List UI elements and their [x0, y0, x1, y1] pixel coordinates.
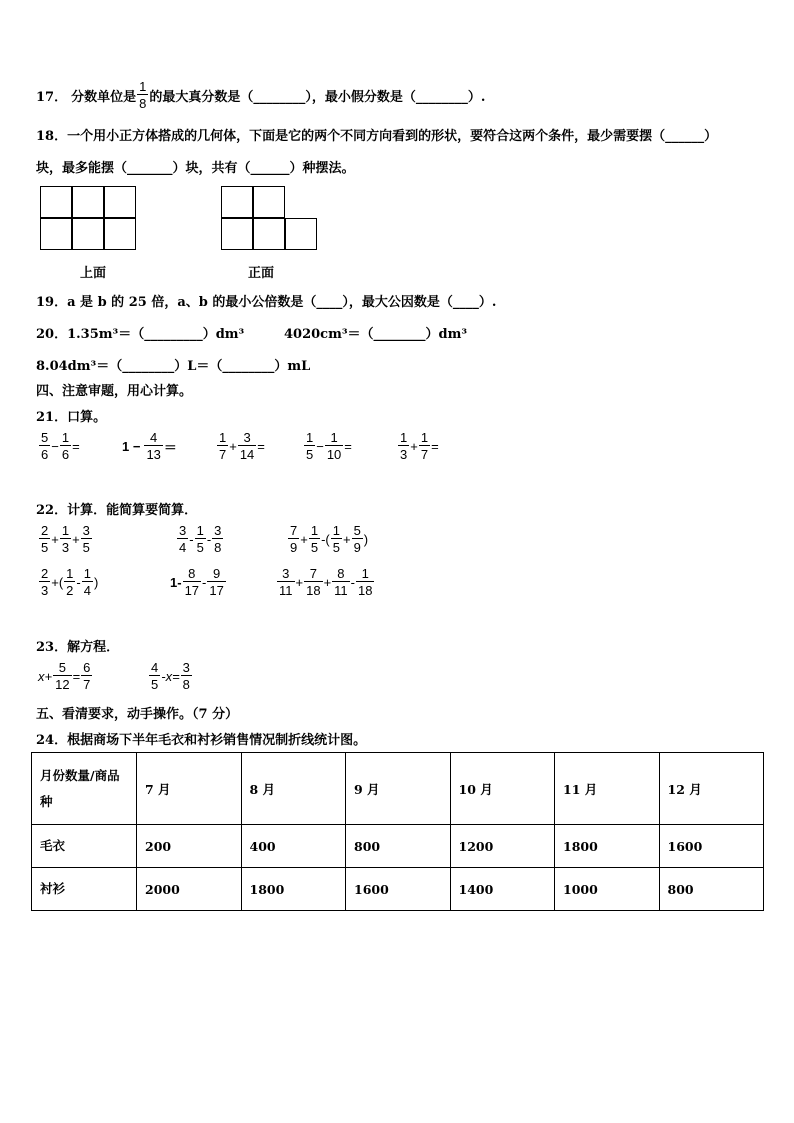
fraction: $\frac{2}{3}$: [41, 566, 49, 598]
label-top-view: 上面: [80, 266, 107, 281]
fraction: $\frac{7}{18}$: [306, 566, 321, 598]
table-cell: 1600: [346, 868, 451, 911]
fraction: $\frac{6}{7}$: [83, 660, 91, 692]
fraction: $\frac{1}{18}$: [358, 566, 373, 598]
grid-cell: [221, 218, 253, 250]
q22-expr-1: $\frac{2}{5}$ + $\frac{1}{3}$ + $\frac{3}{5}$: [41, 523, 90, 555]
q22-expr-2: $\frac{3}{4}$ - $\frac{1}{5}$ - $\frac{3}{8}$: [179, 523, 222, 555]
q21-title: 21．口算。: [36, 410, 107, 425]
fraction: $\frac{5}{6}$: [41, 430, 49, 462]
section-5-heading: 五、看清要求，动手操作。（7 分）: [36, 707, 239, 722]
table-cell: 1800: [555, 825, 660, 868]
q17-prefix: 分数单位是: [71, 89, 137, 105]
question-20a: 20．1.35m³＝（_________）dm³: [36, 327, 245, 342]
grid-cell: [285, 218, 317, 250]
grid-cell: [40, 218, 72, 250]
question-17: [36, 80, 485, 110]
grid-cell: [253, 218, 285, 250]
q21-expr-5: $\frac{1}{3}$ + $\frac{1}{7}$ =: [400, 430, 439, 462]
table-header-cell: 10 月: [450, 753, 555, 825]
question-19: 19．a 是 b 的 25 倍，a、b 的最小公倍数是（____），最大公因数是（____）.: [36, 295, 497, 310]
q21-expr-2: 1 − $\frac{4}{13}$ ＝: [122, 430, 177, 462]
sales-table: [31, 752, 764, 911]
fraction: $\frac{3}{4}$: [179, 523, 187, 555]
label-front-view: 正面: [248, 266, 275, 281]
question-20c: 8.04dm³＝（________）L＝（________）mL: [36, 359, 311, 374]
table-row: [32, 868, 764, 911]
table-header-cell: 8 月: [241, 753, 346, 825]
fraction: $\frac{3}{8}$: [214, 523, 222, 555]
fraction: $\frac{5}{9}$: [353, 523, 361, 555]
q17-rest: 的最大真分数是（________），最小假分数是（________）.: [149, 89, 486, 105]
fraction: $\frac{1}{7}$: [219, 430, 227, 462]
grid-cell: [104, 186, 136, 218]
fraction: $\frac{1}{5}$: [310, 523, 319, 555]
q22-expr-5: 1- $\frac{8}{17}$ - $\frac{9}{17}$: [170, 566, 224, 598]
table-cell: 200: [137, 825, 242, 868]
fraction: $\frac{4}{5}$: [151, 660, 159, 692]
table-header-cell: 9 月: [346, 753, 451, 825]
table-cell: 2000: [137, 868, 242, 911]
fraction: $\frac{3}{14}$: [239, 430, 255, 462]
table-header-cell: 7 月: [137, 753, 242, 825]
q23-equation-2: $\frac{4}{5}$ -x= $\frac{3}{8}$: [151, 660, 190, 692]
q22-expr-4: $\frac{2}{3}$ +( $\frac{1}{2}$ - $\frac{1}{4}$ ): [41, 566, 99, 598]
table-header-cell: 月份数量/商品种: [32, 753, 137, 825]
grid-cell: [104, 218, 136, 250]
fraction: $\frac{1}{5}$: [306, 430, 314, 462]
section-4-heading: 四、注意审题，用心计算。: [36, 384, 193, 399]
fraction: $\frac{1}{6}$: [61, 430, 70, 462]
table-cell: 1600: [659, 825, 764, 868]
table-cell: 800: [659, 868, 764, 911]
q23-title: 23．解方程．: [36, 640, 120, 655]
table-cell: 毛衣: [32, 825, 137, 868]
q23-equation-1: x+ $\frac{5}{12}$ = $\frac{6}{7}$: [38, 660, 91, 692]
q24-title: 24．根据商场下半年毛衣和衬衫销售情况制折线统计图。: [36, 733, 367, 748]
fraction: $\frac{3}{11}$: [279, 566, 293, 598]
fraction: $\frac{8}{17}$: [184, 566, 200, 598]
table-cell: 1200: [450, 825, 555, 868]
q18-line2: 块，最多能摆（_______）块，共有（______）种摆法。: [36, 161, 355, 176]
fraction: $\frac{1}{10}$: [326, 430, 342, 462]
fraction: $\frac{1}{8}$: [139, 79, 147, 111]
q17-number: 17．: [36, 89, 68, 105]
q22-expr-6: $\frac{3}{11}$ + $\frac{7}{18}$ + $\frac{8}{11}$ - $\frac{1}{18}$: [279, 566, 373, 598]
fraction: $\frac{3}{8}$: [182, 660, 190, 692]
table-cell: 400: [241, 825, 346, 868]
fraction: $\frac{2}{5}$: [41, 523, 49, 555]
fraction: $\frac{4}{13}$: [146, 430, 161, 462]
grid-cell: [253, 186, 285, 218]
question-20b: 4020cm³＝（________）dm³: [284, 327, 468, 342]
table-row: [32, 825, 764, 868]
table-cell: 衬衫: [32, 868, 137, 911]
q18-line1: 18．一个用小正方体搭成的几何体，下面是它的两个不同方向看到的形状，要符合这两个条件，最少需要摆（______）: [36, 129, 718, 144]
table-header-cell: 12 月: [659, 753, 764, 825]
grid-cell: [72, 218, 104, 250]
fraction: $\frac{5}{12}$: [55, 660, 70, 692]
fraction: $\frac{1}{5}$: [196, 523, 204, 555]
table-cell: 1000: [555, 868, 660, 911]
table-header-row: [32, 753, 764, 825]
fraction: $\frac{7}{9}$: [290, 523, 298, 555]
fraction: $\frac{3}{5}$: [82, 523, 90, 555]
q22-expr-3: $\frac{7}{9}$ + $\frac{1}{5}$ -( $\frac{1}{5}$ + $\frac{5}{9}$ ): [290, 523, 369, 555]
fraction: $\frac{1}{4}$: [83, 566, 91, 598]
fraction: $\frac{1}{2}$: [66, 566, 74, 598]
grid-cell: [221, 186, 253, 218]
fraction: $\frac{1}{3}$: [400, 430, 408, 462]
fraction: $\frac{1}{5}$: [332, 523, 340, 555]
fraction: $\frac{1}{3}$: [61, 523, 70, 555]
table-cell: 800: [346, 825, 451, 868]
q21-expr-1: $\frac{5}{6}$ − $\frac{1}{6}$ =: [41, 430, 80, 462]
q21-expr-4: $\frac{1}{5}$ − $\frac{1}{10}$ =: [306, 430, 352, 462]
grid-cell: [40, 186, 72, 218]
grid-cell: [72, 186, 104, 218]
fraction: $\frac{9}{17}$: [209, 566, 224, 598]
q22-title: 22．计算．能简算要简算．: [36, 503, 198, 518]
fraction: $\frac{1}{7}$: [420, 430, 429, 462]
table-cell: 1400: [450, 868, 555, 911]
table-header-cell: 11 月: [555, 753, 660, 825]
fraction: $\frac{8}{11}$: [334, 566, 348, 598]
table-cell: 1800: [241, 868, 346, 911]
q21-expr-3: $\frac{1}{7}$ + $\frac{3}{14}$ =: [219, 430, 265, 462]
